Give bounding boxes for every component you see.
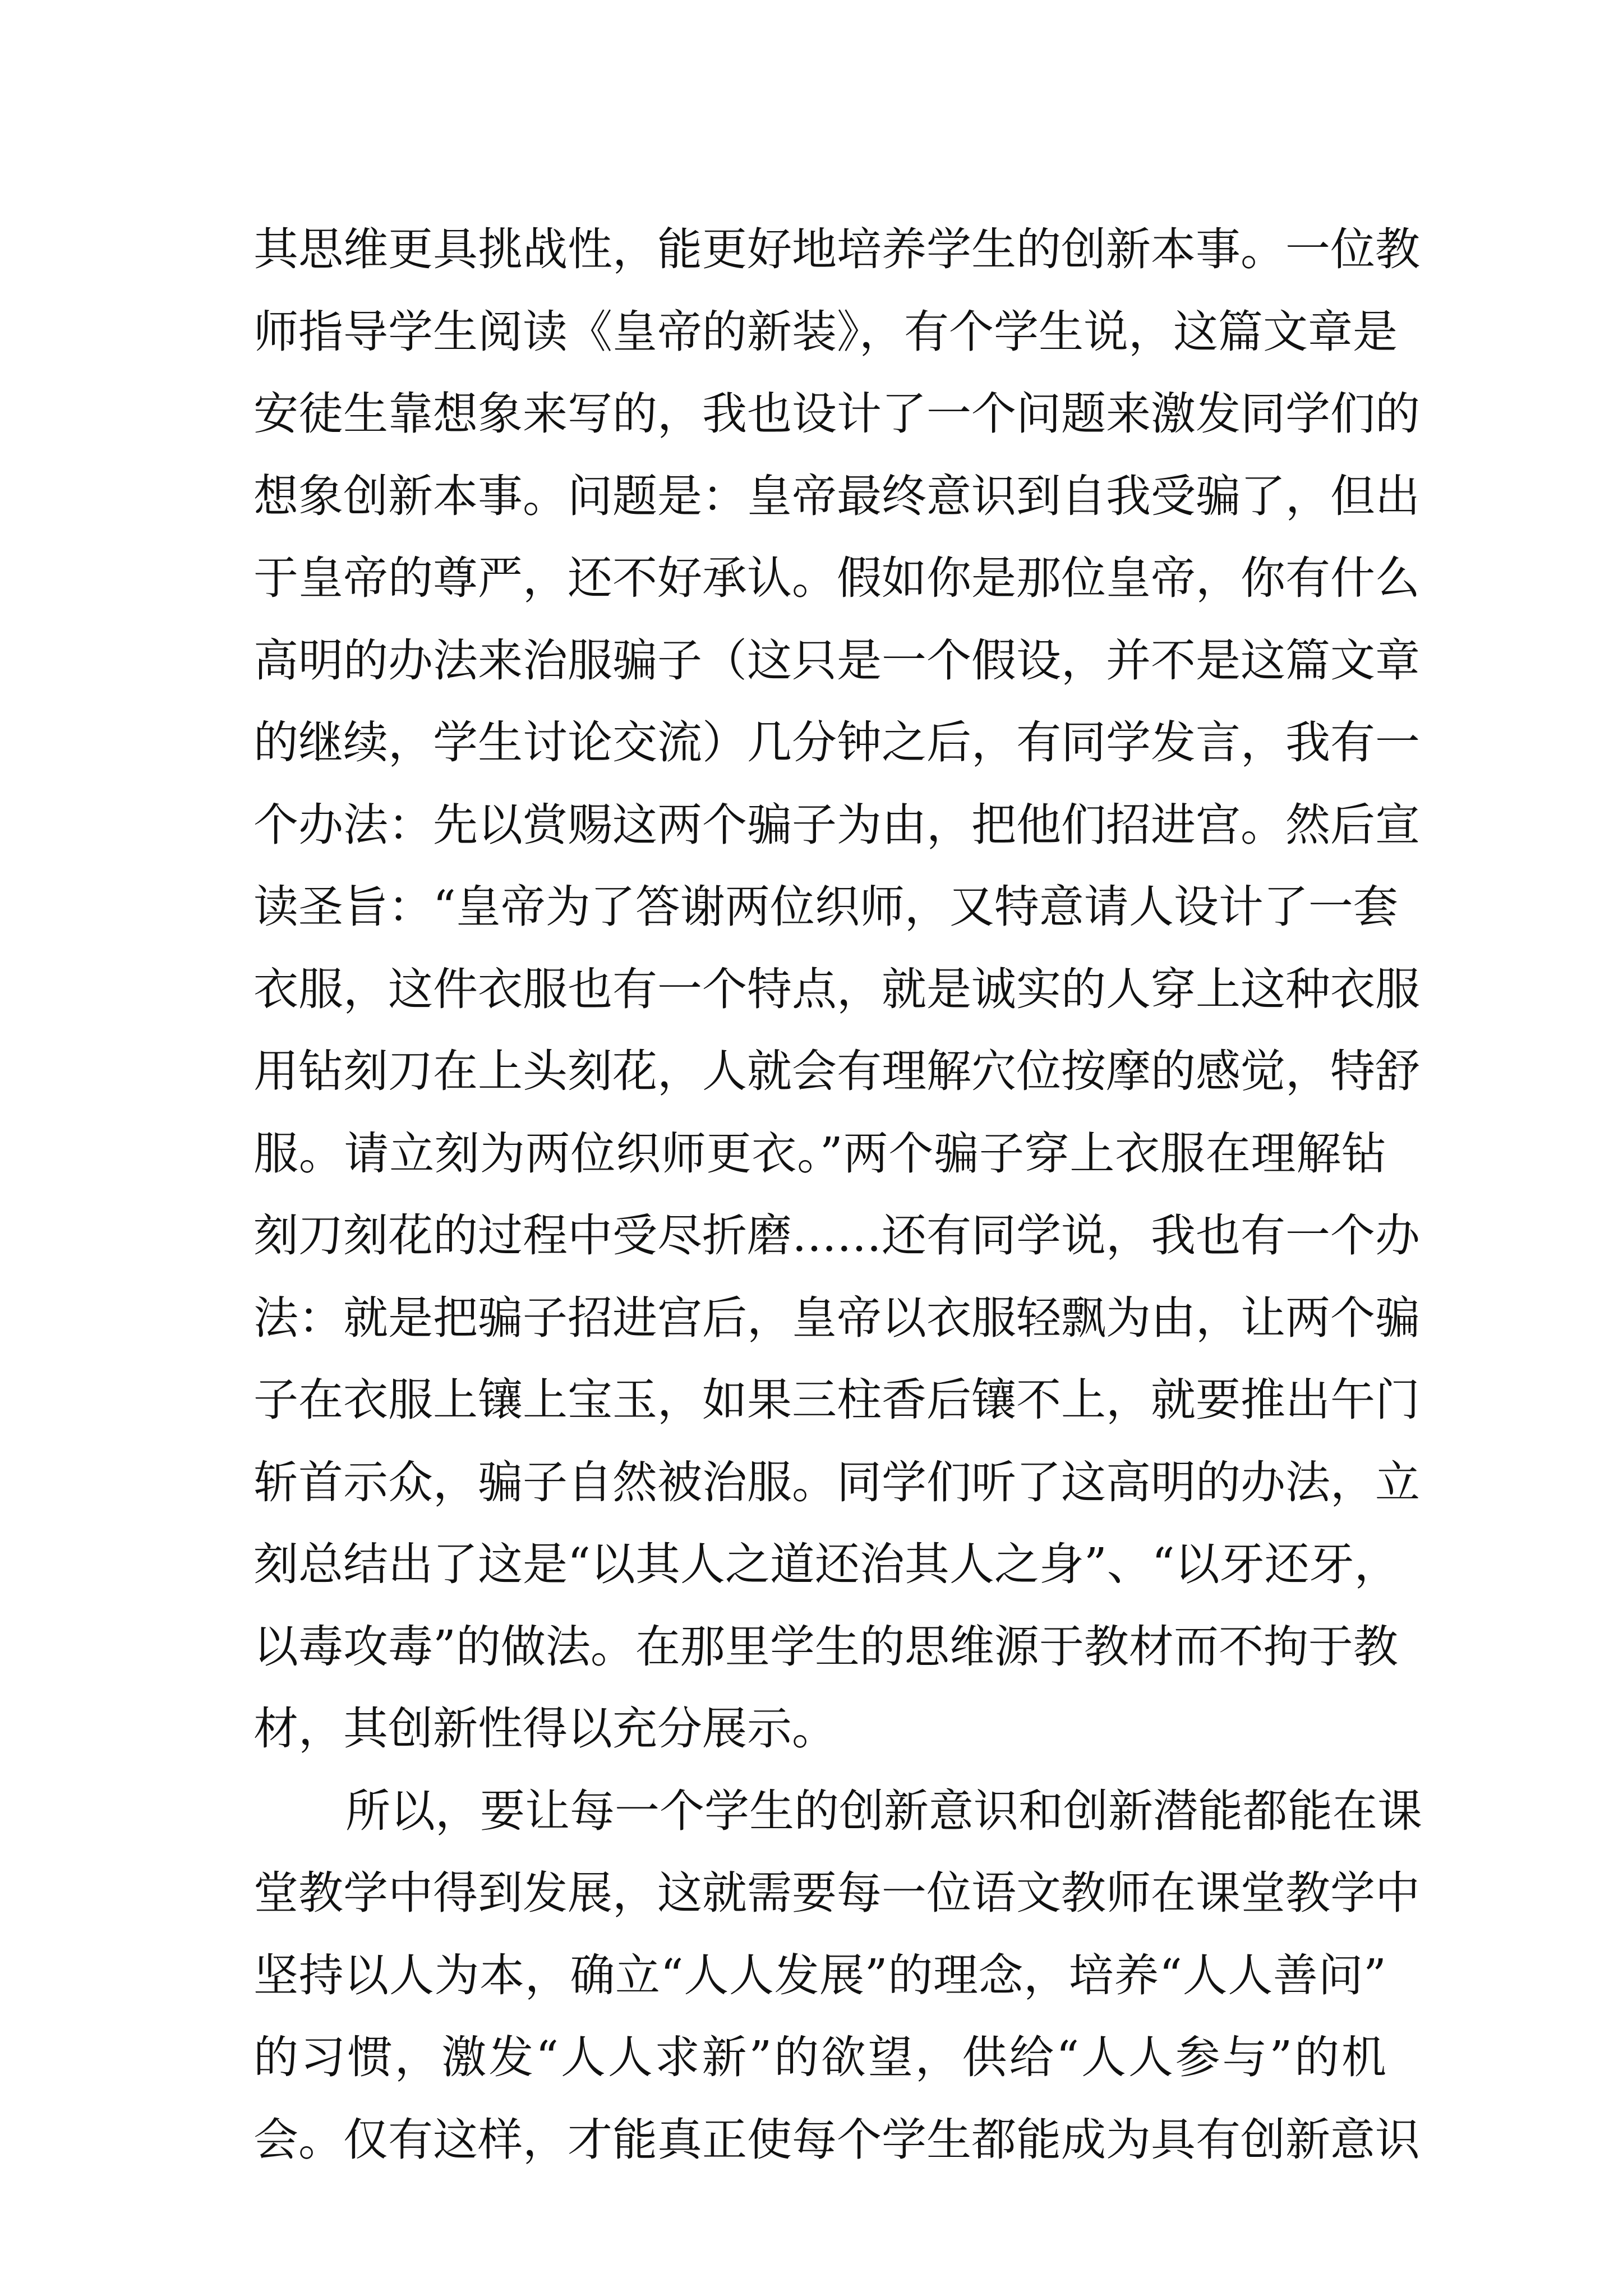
paragraph-1-line-15: 子在衣服上镶上宝玉，如果三柱香后镶不上，就要推出午门 bbox=[253, 1374, 1420, 1426]
paragraph-2-line-4: 的习惯，激发“人人求新”的欲望，供给“人人参与”的机 bbox=[253, 2031, 1386, 2083]
paragraph-1-line-14: 法：就是把骗子招进宫后，皇帝以衣服轻飘为由，让两个骗 bbox=[253, 1291, 1420, 1344]
paragraph-2-line-1: 所以，要让每一个学生的创新意识和创新潜能都能在课 bbox=[345, 1784, 1422, 1837]
paragraph-1-line-3: 安徒生靠想象来写的，我也设计了一个问题来激发同学们的 bbox=[253, 388, 1420, 440]
paragraph-1-line-16: 斩首示众，骗子自然被治服。同学们听了这高明的办法，立 bbox=[253, 1456, 1420, 1508]
body-text bbox=[253, 209, 1422, 2181]
paragraph-1-line-8: 个办法：先以赏赐这两个骗子为由，把他们招进宫。然后宣 bbox=[253, 798, 1420, 851]
paragraph-1-line-9: 读圣旨：“皇帝为了答谢两位织师，又特意请人设计了一套 bbox=[253, 881, 1398, 933]
paragraph-1-line-1: 其思维更具挑战性，能更好地培养学生的创新本事。一位教 bbox=[253, 223, 1420, 275]
paragraph-1-line-11: 用钻刻刀在上头刻花，人就会有理解穴位按摩的感觉，特舒 bbox=[253, 1045, 1420, 1097]
paragraph-1-line-2: 师指导学生阅读《皇帝的新装》，有个学生说，这篇文章是 bbox=[253, 305, 1398, 358]
paragraph-1-line-10: 衣服，这件衣服也有一个特点，就是诚实的人穿上这种衣服 bbox=[253, 963, 1420, 1015]
paragraph-2-line-3: 坚持以人为本，确立“人人发展”的理念，培养“人人善问” bbox=[253, 1949, 1386, 2001]
paragraph-1-line-5: 于皇帝的尊严，还不好承认。假如你是那位皇帝，你有什么 bbox=[253, 552, 1420, 604]
paragraph-1-line-12: 服。请立刻为两位织师更衣。”两个骗子穿上衣服在理解钻 bbox=[253, 1127, 1386, 1180]
paragraph-1-line-4: 想象创新本事。问题是：皇帝最终意识到自我受骗了，但出 bbox=[253, 470, 1420, 522]
paragraph-1-line-6: 高明的办法来治服骗子（这只是一个假设，并不是这篇文章 bbox=[253, 634, 1420, 687]
paragraph-2-line-5: 会。仅有这样，才能真正使每个学生都能成为具有创新意识 bbox=[253, 2113, 1420, 2166]
paragraph-1-line-19: 材，其创新性得以充分展示。 bbox=[253, 1703, 837, 1755]
paragraph-1-line-7: 的继续，学生讨论交流）几分钟之后，有同学发言，我有一 bbox=[253, 716, 1420, 769]
paragraph-1-line-17: 刻总结出了这是“以其人之道还治其人之身”、“以牙还牙， bbox=[253, 1538, 1399, 1590]
paragraph-1-line-18: 以毒攻毒”的做法。在那里学生的思维源于教材而不拘于教 bbox=[253, 1620, 1398, 1673]
paragraph-2-line-2: 堂教学中得到发展，这就需要每一位语文教师在课堂教学中 bbox=[253, 1867, 1420, 1919]
paragraph-1-line-13: 刻刀刻花的过程中受尽折磨……还有同学说，我也有一个办 bbox=[253, 1209, 1420, 1262]
